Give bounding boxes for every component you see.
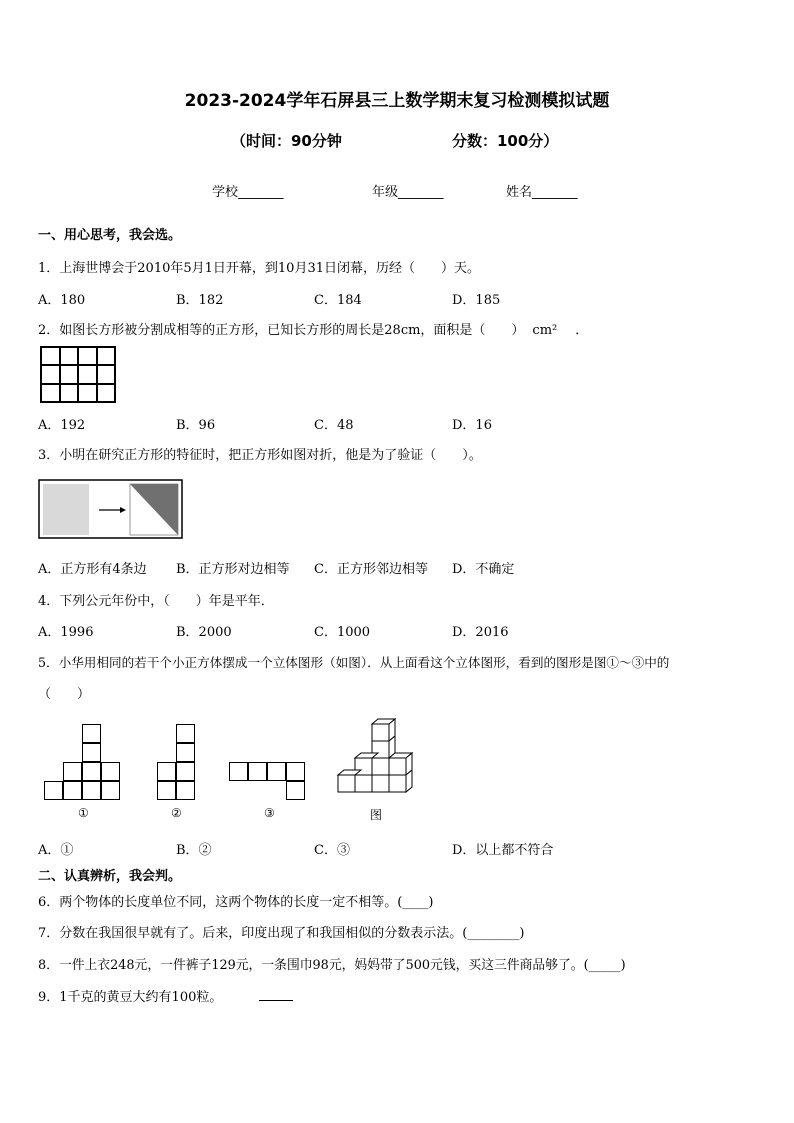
question-9-answer-blank[interactable] (259, 1000, 293, 1001)
question-3: 3．小明在研究正方形的特征时，把正方形如图对折，他是为了验证（ ）。 (38, 448, 482, 463)
school-field: 学校_______ (212, 185, 284, 200)
q1-option-a: A．180 (38, 293, 86, 308)
square-fold-figure (38, 479, 184, 540)
q3-option-c: C．正方形邻边相等 (314, 562, 428, 577)
q4-option-d: D．2016 (452, 625, 509, 640)
q2-option-b: B．96 (176, 418, 216, 433)
question-2-end: ． (575, 323, 589, 338)
exam-score: 分数：100分） (452, 132, 559, 150)
grade-field: 年级_______ (372, 185, 444, 200)
question-7: 7．分数在我国很早就有了。后来，印度出现了和我国相似的分数表示法。(________) (38, 926, 525, 941)
q4-option-a: A．1996 (38, 625, 94, 640)
question-8: 8．一件上衣248元，一件裤子129元，一条围巾98元，妈妈带了500元钱，买这三件商品够了。(_____) (38, 958, 626, 973)
section-1-heading: 一、用心思考，我会选。 (38, 228, 182, 243)
q2-option-a: A．192 (38, 418, 86, 433)
q1-option-b: B．182 (176, 293, 224, 308)
q2-option-c: C．48 (314, 418, 354, 433)
q4-option-b: B．2000 (176, 625, 232, 640)
page-title: 2023-2024学年石屏县三上数学期末复习检测模拟试题 (184, 91, 610, 111)
q3-option-d: D．不确定 (452, 562, 515, 577)
section-2-heading: 二、认真辨析，我会判。 (38, 869, 182, 884)
question-2 (38, 319, 588, 338)
figure-2-label: ② (171, 806, 182, 820)
question-4: 4．下列公元年份中，（ ）年是平年． (38, 594, 274, 609)
figure-3-label: ③ (264, 806, 275, 820)
q5-option-a: A．① (38, 843, 74, 858)
rectangle-grid-figure (40, 346, 116, 403)
question-5-blank: （ ） (38, 687, 91, 702)
cube-stack-figure (336, 718, 416, 802)
question-9: 9．1千克的黄豆大约有100粒。 (38, 990, 223, 1005)
q2-option-d: D．16 (452, 418, 492, 433)
q3-option-a: A．正方形有4条边 (38, 562, 147, 577)
figure-main-label: 图 (370, 808, 383, 822)
q1-option-c: C．184 (314, 293, 362, 308)
figure-1-label: ① (78, 806, 89, 820)
question-2-text: 2．如图长方形被分割成相等的正方形，已知长方形的周长是28cm，面积是（ ） (38, 323, 525, 338)
q4-option-c: C．1000 (314, 625, 371, 640)
question-6: 6．两个物体的长度单位不同，这两个物体的长度一定不相等。(____) (38, 895, 434, 910)
area-unit: cm² (532, 323, 558, 338)
exam-time: （时间：90分钟 (231, 132, 342, 150)
q5-option-b: B．② (176, 843, 212, 858)
q1-option-d: D．185 (452, 293, 501, 308)
q3-option-b: B．正方形对边相等 (176, 562, 290, 577)
q5-option-d: D．以上都不符合 (452, 843, 554, 858)
question-1: 1．上海世博会于2010年5月1日开幕，到10月31日闭幕，历经（ ）天。 (38, 261, 480, 276)
q5-option-c: C．③ (314, 843, 350, 858)
question-5: 5．小华用相同的若干个小正方体摆成一个立体图形（如图）．从上面看这个立体图形，看到的图形是图①～③中的 (38, 655, 670, 670)
name-field: 姓名_______ (506, 185, 578, 200)
